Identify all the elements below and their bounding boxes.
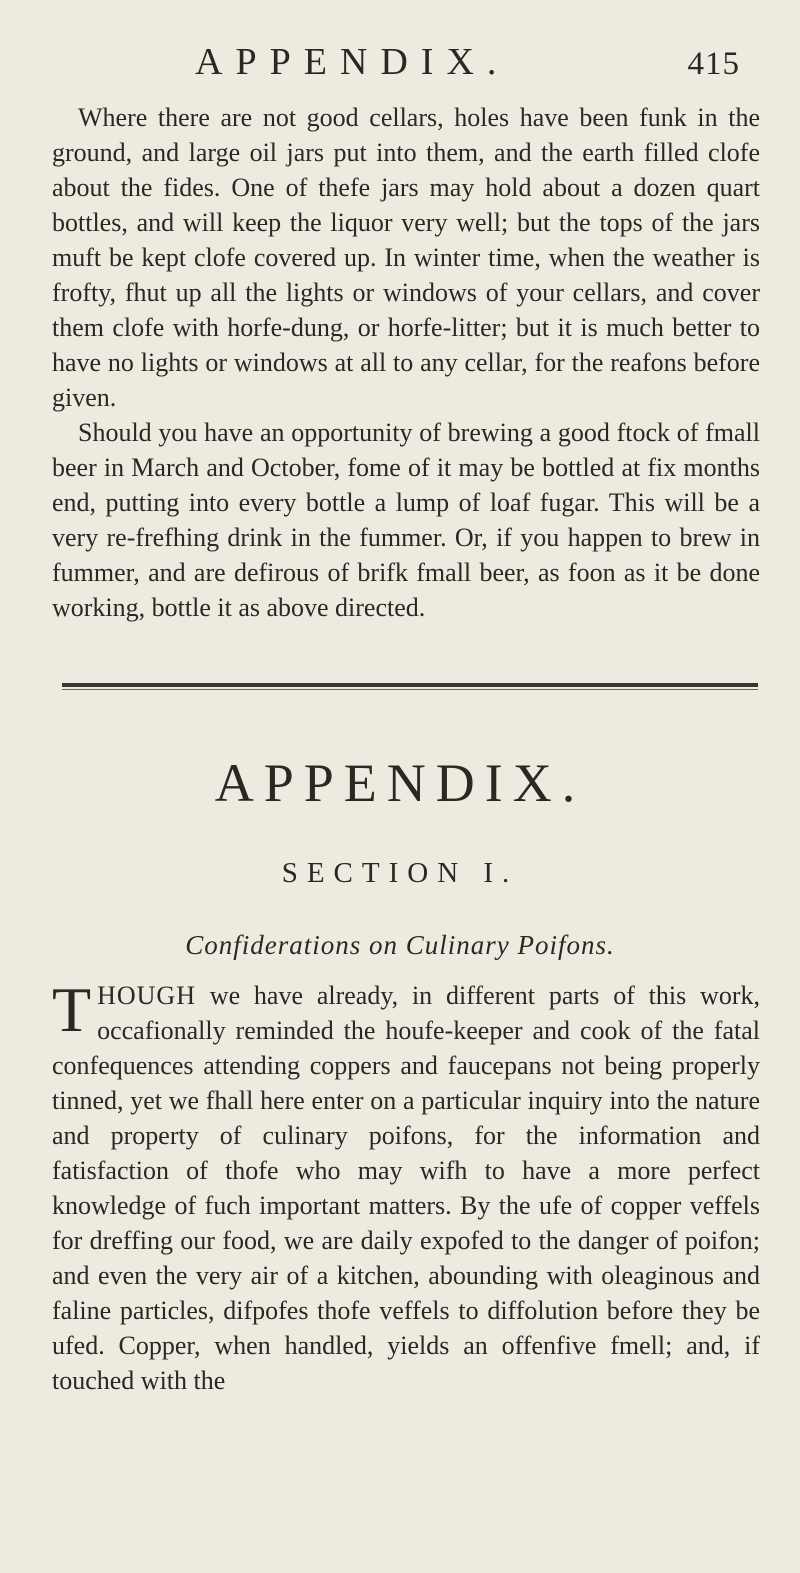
drop-cap: T bbox=[52, 974, 92, 1045]
first-word: HOUGH bbox=[97, 981, 196, 1010]
page-number: 415 bbox=[687, 46, 740, 82]
paragraph-cellars: Where there are not good cellars, holes have been funk in the ground, and large oil jars put into them, and the earth filled clofe about the fides. One of thefe jars may hold about a dozen quart bottles, and will keep the liquor very well; but the tops of the jars muft be kept clofe covered up. In winter time, when the weather is frofty, fhut up all the lights or windows of your cellars, and cover them clofe with horfe-dung, or horfe-litter; but it is much better to have no lights or windows at all to any cellar, for the reafons before given. bbox=[52, 103, 760, 412]
paragraph-culinary-poisons bbox=[52, 974, 760, 1398]
section-subtitle: Confiderations on Culinary Poifons. bbox=[185, 930, 615, 960]
section-divider bbox=[62, 683, 758, 687]
section-text-block bbox=[52, 974, 760, 1398]
section-heading: SECTION I. bbox=[281, 857, 519, 889]
paragraph-small-beer: Should you have an opportunity of brewing a good ftock of fmall beer in March and October, fome of it may be bottled at fix months end, putting into every bottle a lump of loaf fugar. This will be a very re-frefhing drink in the fummer. Or, if you happen to brew in fummer, and are defirous of brifk fmall beer, as foon as it be done working, bottle it as above directed. bbox=[52, 418, 760, 622]
paragraph-body: we have already, in different parts of this work, occafionally reminded the houfe-keeper and cook of the fatal confequences attending coppers and faucepans not being properly tinned, yet we fhall here enter on a particular inquiry into the nature and property of culinary poifons, for the information and fatisfaction of thofe who may wifh to have a more perfect knowledge of fuch important matters. By the ufe of copper veffels for dreffing our food, we are daily expofed to the danger of poifon; and even the very air of a kitchen, abounding with oleaginous and faline particles, difpofes thofe veffels to diffolution before they be ufed. Copper, when handled, yields an offenfive fmell; and, if touched with the bbox=[52, 981, 760, 1395]
appendix-heading: APPENDIX. bbox=[214, 753, 586, 813]
running-head bbox=[195, 40, 740, 84]
running-title: APPENDIX. bbox=[195, 41, 510, 83]
section-divider-thin bbox=[62, 689, 758, 690]
top-text-block bbox=[52, 100, 760, 625]
